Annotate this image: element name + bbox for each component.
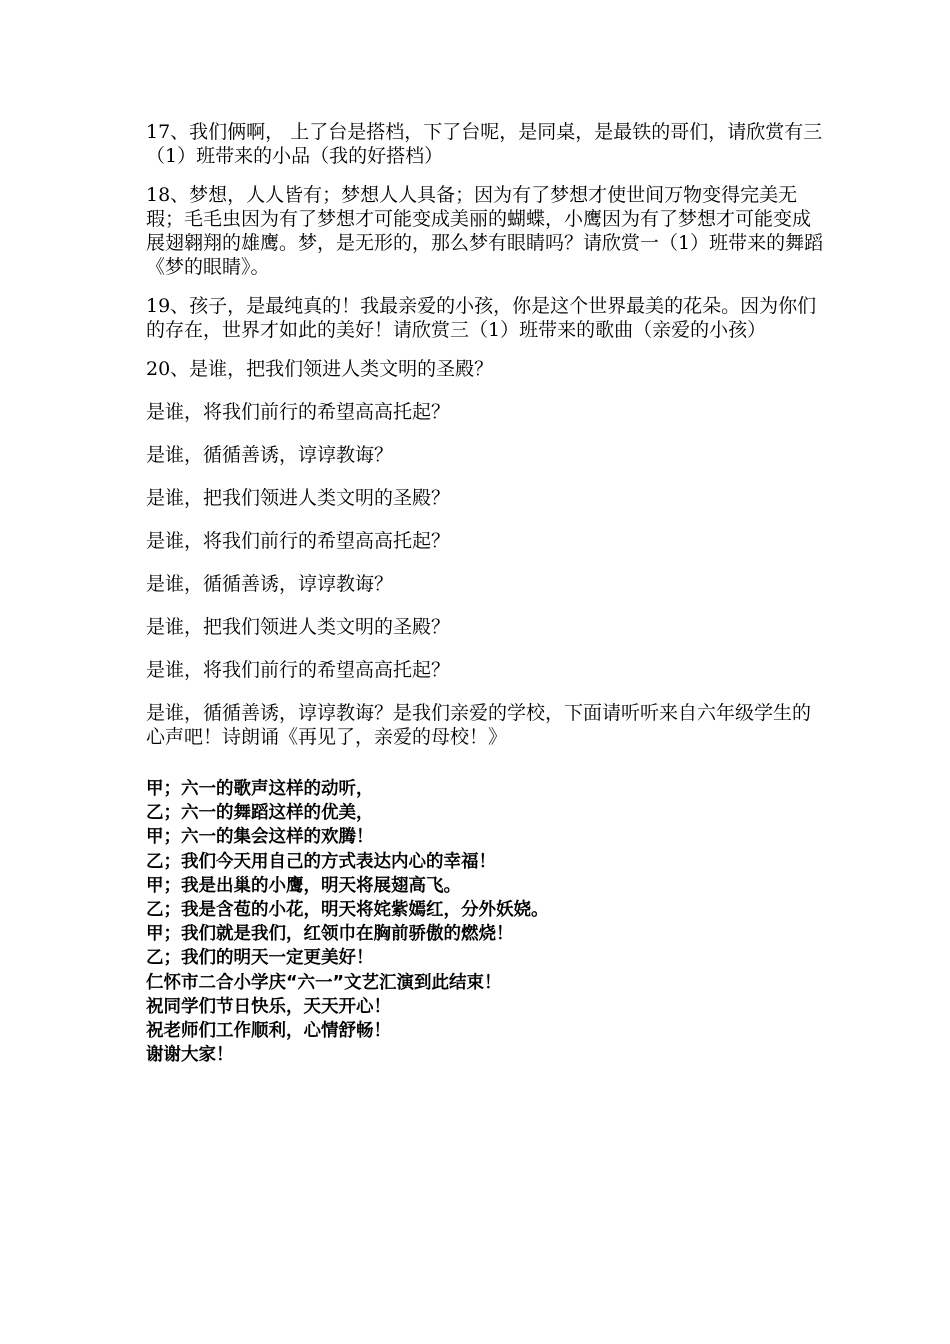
closing-dialogue — [146, 777, 826, 1067]
paragraph-20-line-9: 是谁，循循善诱，谆谆教诲？是我们亲爱的学校，下面请听听来自六年级学生的心声吧！诗朗诵《再见了，亲爱的母校！》 — [146, 702, 812, 748]
closing-line: 甲；六一的集会这样的欢腾！ — [146, 827, 374, 848]
paragraph-19: 19、孩子，是最纯真的！我最亲爱的小孩，你是这个世界最美的花朵。因为你们的存在，世界才如此的美好！请欣赏三（1）班带来的歌曲（亲爱的小孩） — [146, 295, 817, 341]
closing-line: 乙；六一的舞蹈这样的优美， — [146, 803, 374, 824]
paragraph-18: 18、梦想，人人皆有；梦想人人具备；因为有了梦想才使世间万物变得完美无瑕；毛毛虫因为有了梦想才可能变成美丽的蝴蝶，小鹰因为有了梦想才可能变成展翅翱翔的雄鹰。梦，是无形的，那么梦有眼睛吗？请欣赏一（1）班带来的舞蹈《梦的眼睛》。 — [146, 184, 824, 278]
closing-line: 乙；我们今天用自己的方式表达内心的幸福！ — [146, 851, 496, 872]
paragraph-20-line-2: 是谁，将我们前行的希望高高托起？ — [146, 401, 451, 423]
closing-line: 乙；我们的明天一定更美好！ — [146, 948, 374, 969]
paragraph-20-line-5: 是谁，将我们前行的希望高高托起？ — [146, 530, 451, 552]
paragraph-20-line-8: 是谁，将我们前行的希望高高托起？ — [146, 659, 451, 681]
paragraph-20-line-7: 是谁，把我们领进人类文明的圣殿？ — [146, 616, 451, 638]
paragraph-17: 17、我们俩啊， 上了台是搭档，下了台呢，是同桌，是最铁的哥们，请欣赏有三（1）班带来的小品（我的好搭档） — [146, 121, 823, 167]
paragraph-20-line-4: 是谁，把我们领进人类文明的圣殿？ — [146, 487, 451, 509]
paragraph-20-line-3: 是谁，循循善诱，谆谆教诲？ — [146, 444, 394, 466]
closing-line: 乙；我是含苞的小花，明天将姹紫嫣红，分外妖娆。 — [146, 900, 549, 921]
closing-line: 仁怀市二合小学庆“六一”文艺汇演到此结束！ — [146, 972, 502, 993]
closing-line: 祝同学们节日快乐，天天开心！ — [146, 996, 391, 1017]
closing-line: 甲；我们就是我们，红领巾在胸前骄傲的燃烧！ — [146, 924, 514, 945]
closing-line: 祝老师们工作顺利，心情舒畅！ — [146, 1021, 391, 1042]
document-body — [146, 120, 826, 1067]
closing-line: 谢谢大家！ — [146, 1045, 234, 1066]
paragraph-20-line-1: 20、是谁，把我们领进人类文明的圣殿？ — [146, 358, 494, 380]
paragraph-20-line-6: 是谁，循循善诱，谆谆教诲？ — [146, 573, 394, 595]
closing-line: 甲；六一的歌声这样的动听， — [146, 779, 374, 799]
closing-line: 甲；我是出巢的小鹰，明天将展翅高飞。 — [146, 875, 461, 896]
